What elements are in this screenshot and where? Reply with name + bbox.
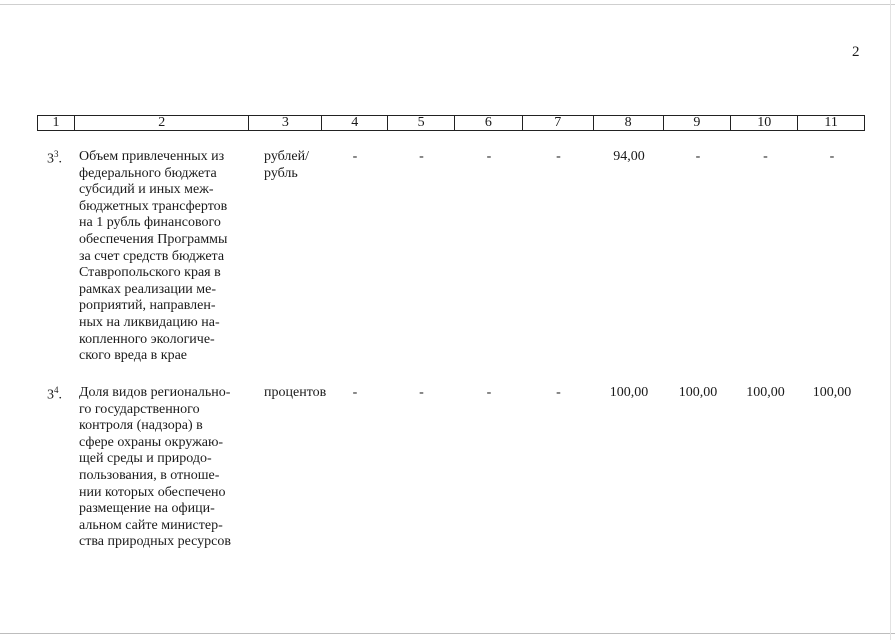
description-line: на 1 рубль финансового [79,215,221,231]
description-line: федерального бюджета [79,165,217,181]
row-number: $3^4$. [47,385,62,403]
value-column-9: - [695,149,701,164]
header-column-11: 11 [824,115,838,130]
unit-line: процентов [264,385,327,400]
description-line: Ставропольского края в [79,265,221,281]
value-column-8: 100,00 [609,385,649,400]
description-line: контроля (надзора) в [79,418,203,434]
unit-line: рублей/ [264,149,309,164]
row-description [79,149,247,365]
description-line: щей среды и природо- [79,451,212,467]
description-line: го государственного [79,401,200,417]
value-column-8: 94,00 [613,149,645,164]
description-line: бюджетных трансфертов [79,198,228,214]
description-line: обеспечения Программы [79,231,228,247]
description-line: роприятий, направлен- [79,298,216,314]
description-line: Объем привлеченных из [79,149,225,164]
description-line: ных на ликвидацию на- [79,314,220,330]
description-line: рамках реализации ме- [79,281,217,297]
description-line: пользования, в отноше- [79,467,220,483]
description-line: нии которых обеспечено [79,484,226,500]
value-column-5: - [419,149,424,164]
description-line: копленного экологиче- [79,331,215,347]
value-column-6: - [486,149,492,164]
unit-line: рубль [264,165,298,181]
value-column-5: - [419,385,424,400]
description-line: субсидий и иных меж- [79,182,214,198]
value-column-7: - [556,149,561,164]
header-column-8: 8 [594,116,664,130]
header-column-7: 7 [523,116,594,130]
value-column-10: 100,00 [746,385,785,400]
header-column-9: 9 [664,116,732,130]
description-line: размещение на офици- [79,501,215,517]
description-line: Доля видов регионально- [79,385,231,400]
page-bottom-edge [0,633,895,634]
page-right-edge [890,0,891,640]
value-column-4: - [352,385,358,400]
description-line: за счет средств бюджета [79,248,225,264]
header-column-2: 2 [75,116,250,130]
page-number: 2 [852,44,860,60]
value-column-11: 100,00 [812,385,852,400]
header-column-10: 10 [731,116,798,130]
description-line: сфере охраны окружаю- [79,434,224,450]
description-line: ского вреда в крае [79,348,188,364]
value-column-4: - [352,149,358,164]
value-column-9: 100,00 [678,385,718,400]
value-column-7: - [556,385,561,400]
value-column-10: - [763,149,768,164]
row-unit [264,149,309,182]
value-column-11: - [829,149,835,164]
header-column-1: 1 [38,116,75,130]
header-column-4: 4 [322,116,388,130]
row-unit [264,385,326,402]
row-description [79,385,247,551]
value-column-6: - [486,385,492,400]
description-line: альном сайте министер- [79,517,223,533]
table-header-row [37,115,865,131]
page-top-edge [0,4,895,5]
header-column-3: 3 [249,116,322,130]
header-column-5: 5 [388,116,455,130]
header-column-6: 6 [455,116,523,130]
row-number: $3^3$. [47,149,62,167]
description-line: ства природных ресурсов [79,534,231,550]
